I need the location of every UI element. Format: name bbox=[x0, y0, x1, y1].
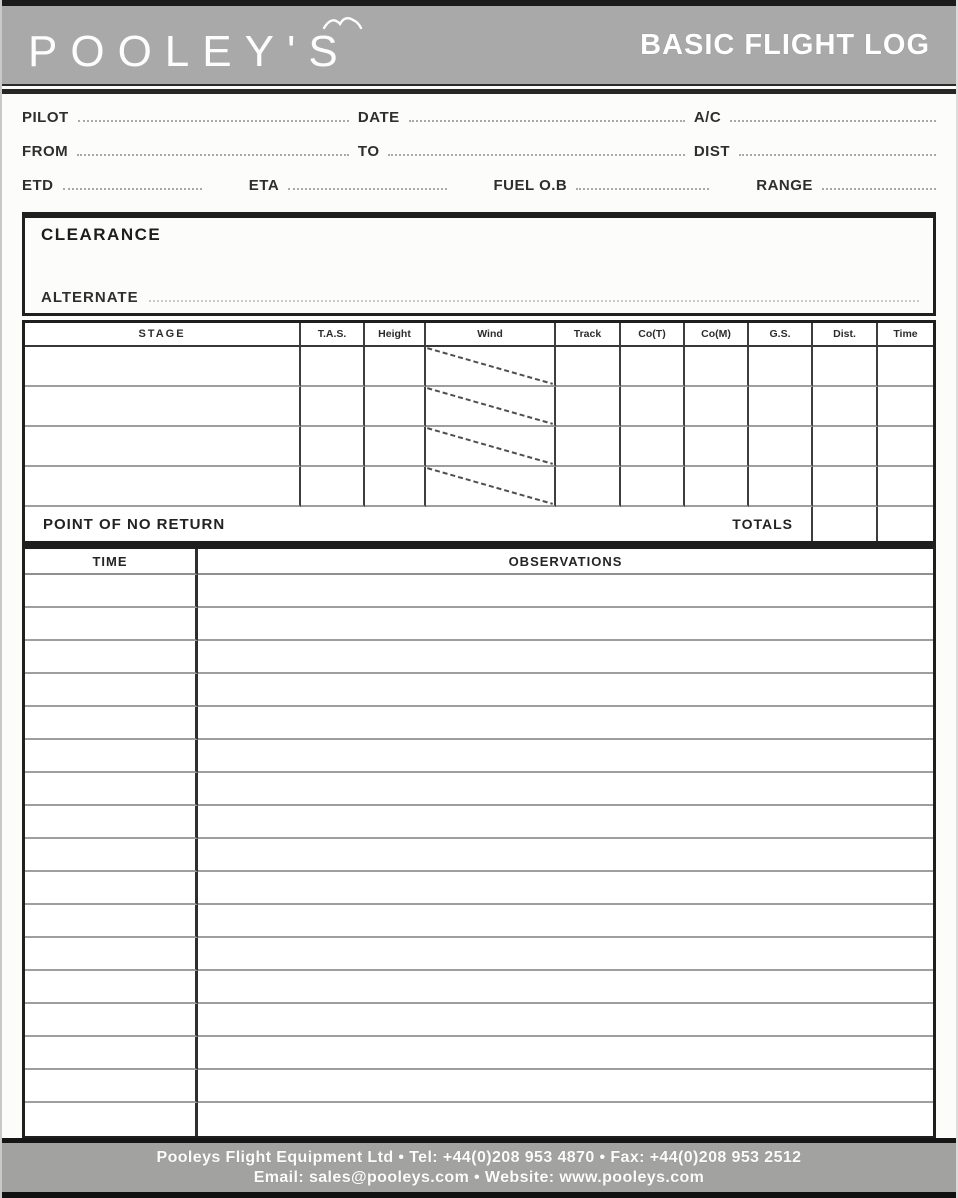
time-cell[interactable] bbox=[25, 773, 198, 806]
observations-row bbox=[25, 641, 933, 674]
nav-cell[interactable] bbox=[301, 467, 365, 507]
observations-row bbox=[25, 1037, 933, 1070]
observation-cell[interactable] bbox=[198, 839, 933, 872]
observation-cell[interactable] bbox=[198, 641, 933, 674]
wind-cell[interactable] bbox=[426, 467, 556, 507]
nav-table-row bbox=[25, 467, 933, 507]
clearance-box[interactable] bbox=[22, 212, 936, 316]
col-header-dist: Dist. bbox=[813, 323, 878, 347]
wind-cell[interactable] bbox=[426, 347, 556, 387]
observation-cell[interactable] bbox=[198, 1004, 933, 1037]
clearance-label: CLEARANCE bbox=[41, 225, 162, 244]
alternate-label: ALTERNATE bbox=[41, 289, 139, 306]
observation-cell[interactable] bbox=[198, 938, 933, 971]
nav-cell[interactable] bbox=[685, 427, 749, 467]
nav-cell[interactable] bbox=[749, 387, 813, 427]
wind-cell[interactable] bbox=[426, 387, 556, 427]
time-cell[interactable] bbox=[25, 905, 198, 938]
time-cell[interactable] bbox=[25, 1070, 198, 1103]
time-cell[interactable] bbox=[25, 806, 198, 839]
col-header-wind: Wind bbox=[426, 323, 556, 347]
observations-row bbox=[25, 608, 933, 641]
observations-row bbox=[25, 1070, 933, 1103]
observations-row bbox=[25, 872, 933, 905]
nav-table-row bbox=[25, 347, 933, 387]
nav-cell[interactable] bbox=[621, 387, 685, 427]
col-header-track: Track bbox=[556, 323, 621, 347]
observation-cell[interactable] bbox=[198, 707, 933, 740]
col-header-tas: T.A.S. bbox=[301, 323, 365, 347]
nav-cell[interactable] bbox=[685, 347, 749, 387]
to-field bbox=[358, 138, 685, 160]
observations-row bbox=[25, 740, 933, 773]
col-header-obs-time: TIME bbox=[25, 549, 198, 575]
observations-row bbox=[25, 773, 933, 806]
nav-table-body bbox=[25, 347, 933, 507]
to-input[interactable] bbox=[388, 138, 684, 156]
time-cell[interactable] bbox=[25, 872, 198, 905]
nav-table-row bbox=[25, 427, 933, 467]
nav-cell[interactable] bbox=[25, 467, 301, 507]
observations-row bbox=[25, 707, 933, 740]
observation-cell[interactable] bbox=[198, 971, 933, 1004]
observation-cell[interactable] bbox=[198, 872, 933, 905]
pooleys-logo bbox=[28, 16, 351, 74]
from-input[interactable] bbox=[77, 138, 349, 156]
observations-row bbox=[25, 575, 933, 608]
observation-cell[interactable] bbox=[198, 773, 933, 806]
time-cell[interactable] bbox=[25, 938, 198, 971]
document-title: BASIC FLIGHT LOG bbox=[640, 28, 930, 61]
observations-body bbox=[25, 575, 933, 1136]
nav-cell[interactable] bbox=[685, 467, 749, 507]
nav-cell[interactable] bbox=[878, 427, 933, 467]
nav-cell[interactable] bbox=[749, 467, 813, 507]
observation-cell[interactable] bbox=[198, 1037, 933, 1070]
nav-cell[interactable] bbox=[813, 347, 878, 387]
time-cell[interactable] bbox=[25, 740, 198, 773]
nav-cell[interactable] bbox=[556, 387, 621, 427]
point-of-no-return-cell[interactable] bbox=[25, 507, 813, 541]
brand-name: POOLEY'S bbox=[28, 27, 351, 76]
aircraft-label: A/C bbox=[693, 109, 722, 126]
dist-label: DIST bbox=[693, 143, 731, 160]
col-header-gs: G.S. bbox=[749, 323, 813, 347]
page-footer bbox=[2, 1138, 956, 1198]
range-field bbox=[756, 172, 936, 194]
nav-cell[interactable] bbox=[25, 387, 301, 427]
etd-label: ETD bbox=[22, 177, 54, 194]
nav-cell[interactable] bbox=[621, 347, 685, 387]
fuel-ob-field bbox=[494, 172, 710, 194]
time-cell[interactable] bbox=[25, 839, 198, 872]
etd-field bbox=[22, 172, 202, 194]
totals-label: TOTALS bbox=[732, 516, 793, 532]
seagull-icon bbox=[320, 12, 368, 37]
page-bottom-border bbox=[2, 1192, 956, 1198]
pilot-field bbox=[22, 104, 349, 126]
nav-cell[interactable] bbox=[813, 427, 878, 467]
range-input[interactable] bbox=[822, 172, 936, 190]
nav-cell[interactable] bbox=[621, 467, 685, 507]
observations-row bbox=[25, 1103, 933, 1136]
totals-dist-cell[interactable] bbox=[813, 507, 878, 541]
time-cell[interactable] bbox=[25, 707, 198, 740]
nav-cell[interactable] bbox=[556, 427, 621, 467]
fuel-ob-input[interactable] bbox=[576, 172, 709, 190]
nav-table-row bbox=[25, 387, 933, 427]
nav-cell[interactable] bbox=[301, 347, 365, 387]
nav-cell[interactable] bbox=[365, 347, 426, 387]
footer-band bbox=[2, 1143, 956, 1192]
date-field bbox=[358, 104, 685, 126]
date-input[interactable] bbox=[409, 104, 685, 122]
nav-table-header bbox=[25, 323, 933, 347]
nav-cell[interactable] bbox=[621, 427, 685, 467]
observations-row bbox=[25, 839, 933, 872]
wind-cell[interactable] bbox=[426, 427, 556, 467]
time-cell[interactable] bbox=[25, 971, 198, 1004]
wind-diagonal-line bbox=[426, 347, 554, 385]
col-header-observations: OBSERVATIONS bbox=[198, 549, 933, 575]
nav-cell[interactable] bbox=[685, 387, 749, 427]
observations-row bbox=[25, 1004, 933, 1037]
nav-cell[interactable] bbox=[556, 347, 621, 387]
aircraft-field bbox=[694, 104, 936, 126]
flight-info-section bbox=[2, 94, 956, 210]
nav-cell[interactable] bbox=[301, 427, 365, 467]
wind-diagonal-line bbox=[426, 427, 554, 465]
nav-cell[interactable] bbox=[749, 427, 813, 467]
observation-cell[interactable] bbox=[198, 674, 933, 707]
nav-cell[interactable] bbox=[813, 387, 878, 427]
nav-cell[interactable] bbox=[813, 467, 878, 507]
observation-cell[interactable] bbox=[198, 575, 933, 608]
observation-cell[interactable] bbox=[198, 1103, 933, 1136]
footer-contact-line: Pooleys Flight Equipment Ltd • Tel: +44(0)208 953 4870 • Fax: +44(0)208 953 2512 bbox=[156, 1149, 802, 1166]
eta-field bbox=[249, 172, 447, 194]
range-label: RANGE bbox=[756, 177, 813, 194]
to-label: TO bbox=[357, 143, 380, 160]
nav-cell[interactable] bbox=[25, 347, 301, 387]
totals-time-cell[interactable] bbox=[878, 507, 933, 541]
observations-table bbox=[22, 544, 936, 1139]
time-cell[interactable] bbox=[25, 1004, 198, 1037]
observations-row bbox=[25, 938, 933, 971]
dist-input[interactable] bbox=[739, 138, 936, 156]
from-field bbox=[22, 138, 349, 160]
observation-cell[interactable] bbox=[198, 1070, 933, 1103]
col-header-stage: STAGE bbox=[25, 323, 301, 347]
col-header-cot: Co(T) bbox=[621, 323, 685, 347]
from-label: FROM bbox=[22, 143, 69, 160]
flight-info-row-3 bbox=[22, 172, 936, 200]
eta-label: ETA bbox=[248, 177, 280, 194]
eta-input[interactable] bbox=[288, 172, 446, 190]
observation-cell[interactable] bbox=[198, 740, 933, 773]
wind-diagonal-line bbox=[426, 467, 554, 505]
nav-cell[interactable] bbox=[25, 427, 301, 467]
flight-info-row-1 bbox=[22, 104, 936, 132]
col-header-com: Co(M) bbox=[685, 323, 749, 347]
navigation-log-table bbox=[22, 320, 936, 544]
time-cell[interactable] bbox=[25, 641, 198, 674]
alternate-field bbox=[41, 288, 919, 306]
observations-row bbox=[25, 806, 933, 839]
observation-cell[interactable] bbox=[198, 905, 933, 938]
aircraft-input[interactable] bbox=[730, 104, 936, 122]
time-cell[interactable] bbox=[25, 674, 198, 707]
observations-row bbox=[25, 971, 933, 1004]
nav-cell[interactable] bbox=[878, 347, 933, 387]
observation-cell[interactable] bbox=[198, 806, 933, 839]
pilot-label: PILOT bbox=[22, 109, 69, 126]
col-header-height: Height bbox=[365, 323, 426, 347]
nav-table-footer bbox=[25, 507, 933, 541]
time-cell[interactable] bbox=[25, 1103, 198, 1136]
nav-cell[interactable] bbox=[365, 387, 426, 427]
time-cell[interactable] bbox=[25, 608, 198, 641]
fuel-ob-label: FUEL O.B bbox=[493, 177, 568, 194]
nav-cell[interactable] bbox=[556, 467, 621, 507]
col-header-time: Time bbox=[878, 323, 933, 347]
observations-header bbox=[25, 549, 933, 575]
nav-cell[interactable] bbox=[878, 467, 933, 507]
brand-band bbox=[2, 6, 956, 86]
alternate-input[interactable] bbox=[149, 288, 919, 302]
footer-web-line: Email: sales@pooleys.com • Website: www.pooleys.com bbox=[253, 1169, 705, 1186]
time-cell[interactable] bbox=[25, 575, 198, 608]
nav-cell[interactable] bbox=[365, 467, 426, 507]
observations-row bbox=[25, 674, 933, 707]
point-of-no-return-label: POINT OF NO RETURN bbox=[43, 515, 226, 533]
observations-row bbox=[25, 905, 933, 938]
nav-cell[interactable] bbox=[749, 347, 813, 387]
pilot-input[interactable] bbox=[78, 104, 349, 122]
flight-info-row-2 bbox=[22, 138, 936, 166]
dist-field bbox=[694, 138, 936, 160]
wind-diagonal-line bbox=[426, 387, 554, 425]
nav-cell[interactable] bbox=[878, 387, 933, 427]
date-label: DATE bbox=[357, 109, 400, 126]
nav-cell[interactable] bbox=[301, 387, 365, 427]
nav-cell[interactable] bbox=[365, 427, 426, 467]
time-cell[interactable] bbox=[25, 1037, 198, 1070]
observation-cell[interactable] bbox=[198, 608, 933, 641]
etd-input[interactable] bbox=[63, 172, 202, 190]
